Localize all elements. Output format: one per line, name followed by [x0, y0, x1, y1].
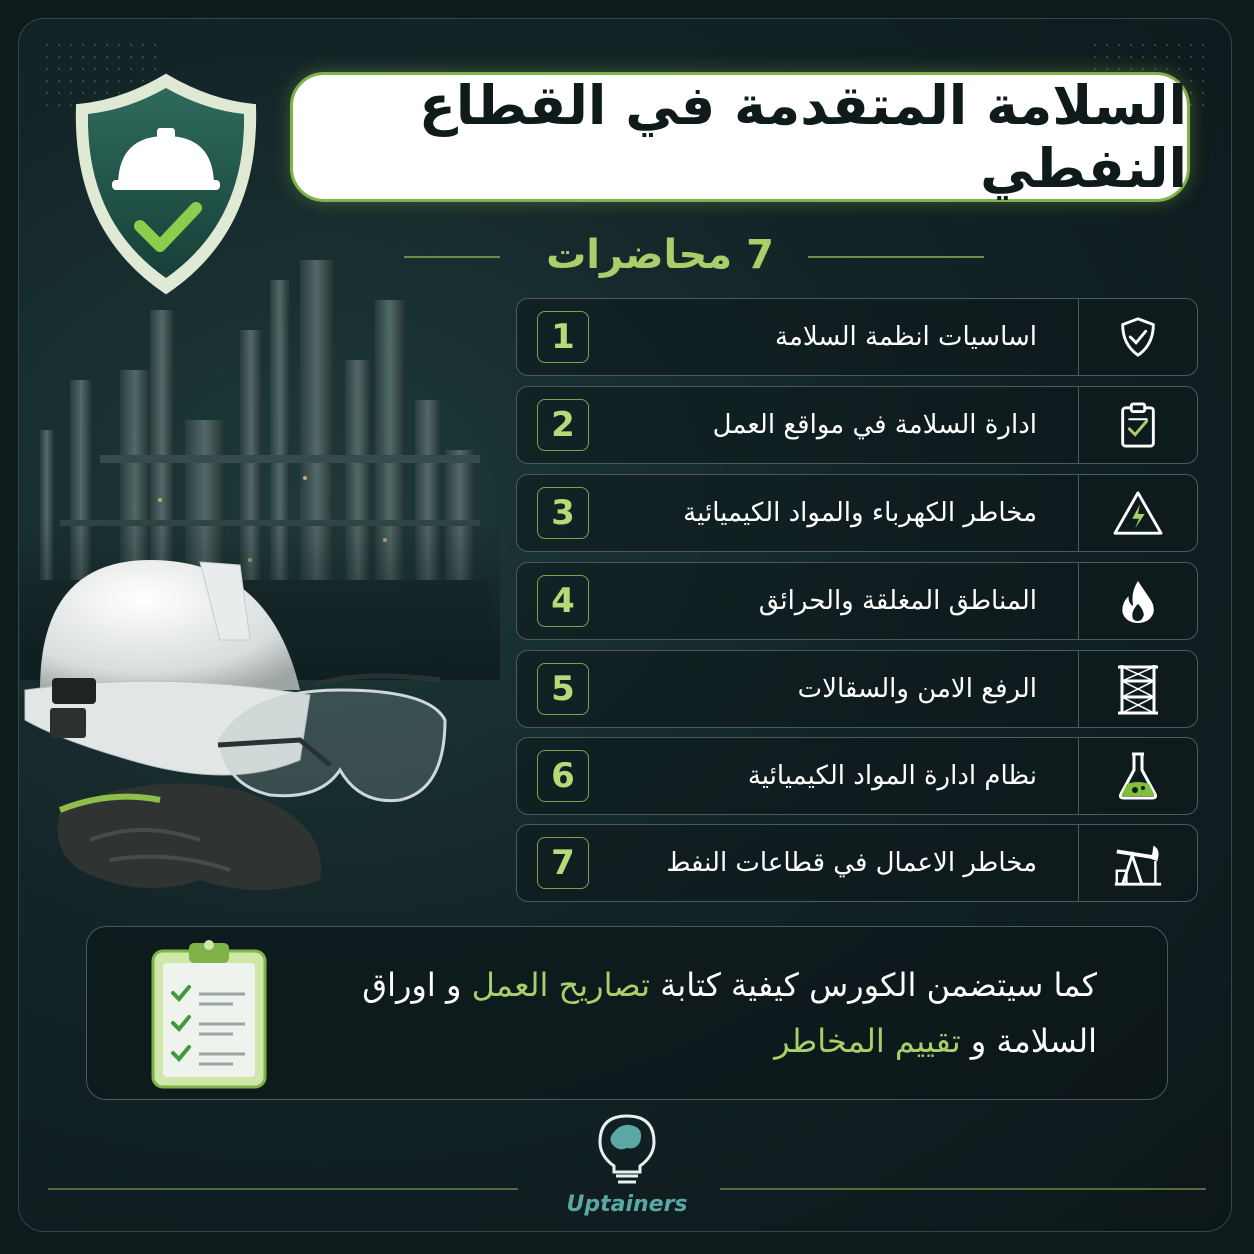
footer-divider	[720, 1188, 1206, 1190]
checklist-clipboard-icon	[149, 937, 269, 1091]
page-title: السلامة المتقدمة في القطاع النفطي	[419, 74, 1187, 200]
lecture-number: 1	[537, 311, 589, 363]
lecture-number: 2	[537, 399, 589, 451]
lecture-row-3	[516, 474, 1198, 552]
shield-check-icon	[1115, 314, 1161, 360]
lecture-label: مخاطر الاعمال في قطاعات النفط	[666, 848, 1037, 878]
brand-name: Uptainers	[566, 1192, 688, 1217]
lecture-label: المناطق المغلقة والحرائق	[758, 586, 1037, 616]
lecture-label: ادارة السلامة في مواقع العمل	[712, 410, 1037, 440]
lecture-row-6	[516, 737, 1198, 815]
lecture-label: مخاطر الكهرباء والمواد الكيميائية	[683, 498, 1037, 528]
highlight-work-permits: تصاريح العمل	[471, 966, 650, 1004]
fire-icon	[1117, 577, 1159, 625]
lecture-number: 4	[537, 575, 589, 627]
footer-divider	[48, 1188, 518, 1190]
oil-pump-icon	[1111, 837, 1165, 889]
course-note-text: كما سيتضمن الكورس كيفية كتابة تصاريح العمل و اوراق السلامة و تقييم المخاطر	[362, 966, 1097, 1060]
lecture-row-5	[516, 650, 1198, 728]
lecture-row-7	[516, 824, 1198, 902]
lecture-number: 3	[537, 487, 589, 539]
lecture-label: اساسيات انظمة السلامة	[775, 322, 1037, 352]
lecture-row-2	[516, 386, 1198, 464]
dot-pattern	[41, 39, 161, 109]
scaffold-icon	[1116, 663, 1160, 715]
lecture-row-4	[516, 562, 1198, 640]
flask-icon	[1115, 750, 1161, 802]
lecture-row-1	[516, 298, 1198, 376]
lecture-number: 5	[537, 663, 589, 715]
lecture-label: الرفع الامن والسقالات	[797, 674, 1037, 704]
clipboard-check-icon	[1115, 400, 1161, 450]
lecture-number: 6	[537, 750, 589, 802]
title-banner	[290, 72, 1190, 202]
lecture-label: نظام ادارة المواد الكيميائية	[747, 761, 1037, 791]
highlight-risk-assessment: تقييم المخاطر	[774, 1022, 961, 1060]
divider	[808, 256, 984, 258]
course-note-box	[86, 926, 1168, 1100]
uptainers-logo-icon	[592, 1112, 662, 1188]
lectures-heading: 7 محاضرات	[546, 232, 774, 278]
divider	[404, 256, 500, 258]
electric-warning-icon	[1111, 489, 1165, 537]
lecture-number: 7	[537, 837, 589, 889]
